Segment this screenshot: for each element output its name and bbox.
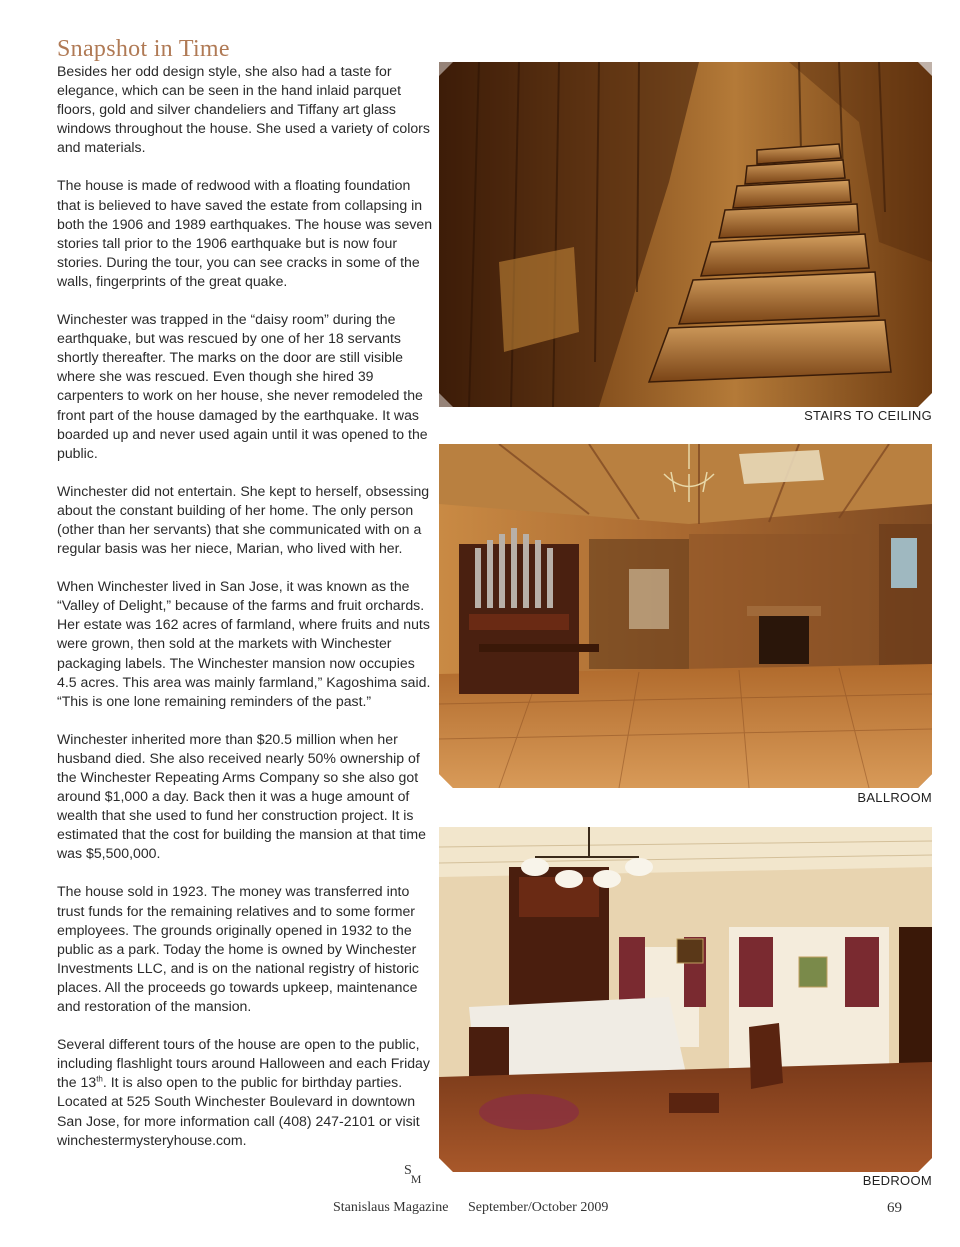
photo-caption: BEDROOM [862, 1173, 932, 1188]
photo-caption: BALLROOM [857, 790, 932, 805]
end-mark: $S_M$ [404, 1163, 421, 1186]
stairs-photo-block [439, 62, 932, 423]
article-body [57, 62, 435, 1169]
paragraph-2: The house is made of redwood with a floating foundation that is believed to have saved the estate from collapsing in both the 1906 and 1989 earthquakes. The house was seven stories tall prior to the 1906 earthquake but is now four stories. During the tour, you can see cracks in some of the walls, fingerprints of the great quake. [57, 177, 433, 289]
ballroom-photo-block [439, 444, 932, 805]
ordinal-suffix: th [96, 1074, 103, 1084]
photo-caption: STAIRS TO CEILING [804, 408, 932, 423]
page-number: 69 [887, 1200, 902, 1216]
paragraph-5: When Winchester lived in San Jose, it was known as the “Valley of Delight,” because of the farms and fruit orchards. Her estate was 162 acres of farmland, where fruits and nuts were grown, then sold at the markets with Winchester packaging labels. The Winchester mansion now occupies 4.5 acres. This area was mainly farmland,” Kagoshima said. “This is one lone remaining reminders of the past.” [57, 578, 431, 709]
section-title: Snapshot in Time [57, 36, 230, 62]
paragraph-4: Winchester did not entertain. She kept to herself, obsessing about the constant building of her home. The only person (other than her servants) that she communicated with on a regular basis was her niece, Marian, who lived with her. [57, 482, 430, 557]
paragraph-1: Besides her odd design style, she also had a taste for elegance, which can be seen in the hand inlaid parquet floors, gold and silver chandeliers and Tiffany art glass windows throughout the house. She used a variety of colors and materials. [57, 63, 430, 156]
paragraph-8-start: Several different tours of the house are open to the public, including flashlight tours around Halloween and each Friday the 13 [57, 1036, 430, 1091]
bedroom-photo [439, 827, 932, 1172]
paragraph-8 [57, 1035, 435, 1150]
magazine-name: Stanislaus Magazine [333, 1200, 449, 1215]
bedroom-photo-block [439, 827, 932, 1188]
paragraph-3: Winchester was trapped in the “daisy room” during the earthquake, but was rescued by one of her 18 servants shortly thereafter. The marks on the door are still visible where she was rescued. Even though she hired 39 carpenters to work on her house, she never remodeled the front part of the house damaged by the earthquake. It was boarded up and never used again until it was opened to the public. [57, 311, 428, 461]
paragraph-8-end: . It is also open to the public for birthday parties. Located at 525 South Winchester Boulevard in downtown San Jose, for more information call (408) 247-2101 or visit winchestermysteryhouse.com. [57, 1074, 420, 1148]
paragraph-6: Winchester inherited more than $20.5 million when her husband died. She also received nearly 50% ownership of the Winchester Repeating Arms Company so she also got around $1,000 a day. Back then it was a huge amount of wealth that she used to fund her construction project. It is estimated that the cost for building the mansion at that time was $5,500,000. [57, 730, 426, 862]
stairs-photo [439, 62, 932, 407]
issue-date: September/October 2009 [468, 1200, 609, 1215]
ballroom-photo [439, 444, 932, 788]
paragraph-7: The house sold in 1923. The money was transferred into trust funds for the remaining relatives and to some former employees. The grounds originally opened in 1932 to the public as a park. Today the home is owned by Winchester Investments LLC, and is on the national registry of historic places. All the proceeds go towards upkeep, maintenance and restoration of the mansion. [57, 883, 419, 1015]
